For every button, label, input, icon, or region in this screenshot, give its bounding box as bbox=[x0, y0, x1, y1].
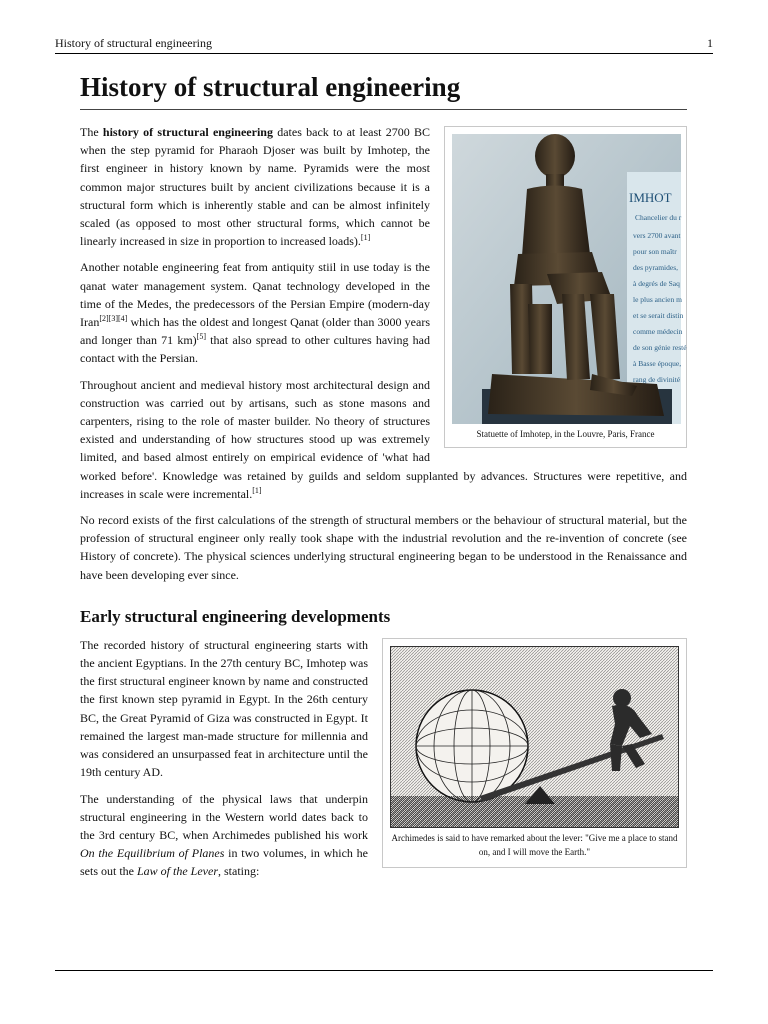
page-number: 1 bbox=[707, 36, 713, 50]
running-header bbox=[55, 36, 713, 54]
paragraph: Throughout ancient and medieval history most architectural design and construction was carried out by artisans, such as stone masons and carpenters, rising to the role of master builder. No theory of structures existed and understanding of how structures stood up was extremely limited, and based almost entirely on empirical evidence of 'what had worked before'. Knowledge was retained by guilds and seldom supplanted by advances. Structures were repetitive, and increases in scale were incremental.[1] bbox=[80, 377, 687, 501]
sign-line: rang de divinité bbox=[633, 375, 681, 384]
archimedes-lever-image bbox=[390, 646, 679, 828]
footer-rule bbox=[55, 970, 713, 971]
citation-link[interactable]: [5] bbox=[196, 332, 206, 342]
sign-line: à Basse époque, bbox=[633, 359, 682, 368]
sign-line: Chancelier du r bbox=[635, 213, 682, 222]
paragraph: No record exists of the first calculations of the strength of structural members or the behaviour of structural material, but the profession of structural engineer only really took shape with the industrial revolution and the re-invention of concrete (see History of concrete). The physical sciences underlying structural engineering began to be understood in the Renaissance and have been developing ever since. bbox=[80, 513, 687, 582]
sign-line: IMHOT bbox=[629, 190, 672, 205]
sign-line: le plus ancien m bbox=[633, 295, 682, 304]
imhotep-statuette-image bbox=[452, 134, 687, 424]
sign-line: et se serait distin bbox=[633, 311, 684, 320]
section-heading: Early structural engineering developments bbox=[80, 606, 391, 626]
running-title: History of structural engineering bbox=[55, 36, 212, 50]
paragraph: Another notable engineering feat from antiquity stiil in use today is the qanat water management system. Qanat technology developed in the time of the Medes, the predecessors of the Persian Empire (modern-day Iran[2][3][4] which has the oldest and longest Qanat (older than 3000 years and longer than 71 km)[5] that also spread to other cultures having had contact with the Persian. bbox=[80, 260, 430, 366]
article-body bbox=[80, 123, 687, 889]
italic-term: Law of the Lever bbox=[137, 864, 218, 879]
sign-line: à degrés de Saq bbox=[633, 279, 680, 288]
citation-link[interactable]: [2][3][4] bbox=[99, 314, 128, 324]
sign-line: vers 2700 avant bbox=[633, 231, 681, 240]
sign-line: de son génie resté bbox=[633, 343, 687, 352]
archimedes-figure bbox=[382, 638, 687, 868]
imhotep-figure bbox=[444, 126, 687, 448]
paragraph: The understanding of the physical laws that underpin structural engineering in the Western world dates back to the 3rd century BC, when Archimedes published his work On the Equilibrium of Planes in two volumes, in which he sets out the Law of the Lever, stating: bbox=[80, 791, 369, 879]
paragraph: The history of structural engineering dates back to at least 2700 BC when the step pyramid for Pharaoh Djoser was built by Imhotep, the first engineer in history known by name. Pyramids were the most common major structures built by ancient civilizations because it is a structural form which is inherently stable and can be almost infinitely scaled (as opposed to most other structural forms, which cannot be linearly increased in size in proportion to increased loads).[1] bbox=[80, 125, 430, 249]
bold-term: history of structural engineering bbox=[102, 125, 273, 139]
sign-line: pour son maîtr bbox=[633, 247, 677, 256]
sign-line: des pyramides, bbox=[633, 263, 678, 272]
italic-title: On the Equilibrium of Planes bbox=[80, 846, 225, 861]
page-title: History of structural engineering bbox=[80, 72, 687, 110]
paragraph: The recorded history of structural engineering starts with the ancient Egyptians. In the 27th century BC, Imhotep was the first structural engineer known by name and constructed the first known step pyramid in Egypt. In the 26th century BC, the Great Pyramid of Giza was constructed in Egypt. It remained the largest man-made structure for millennia and was considered an unsurpassed feat in architecture until the 19th century AD. bbox=[80, 637, 368, 780]
earth-globe bbox=[416, 690, 528, 802]
sign-line: comme médecin bbox=[633, 327, 683, 336]
figure1-caption: Statuette of Imhotep, in the Louvre, Paris, France bbox=[476, 429, 655, 439]
figure2-caption: Archimedes is said to have remarked about the lever: "Give me a place to stand on, and I will move the Earth." bbox=[391, 832, 678, 857]
citation-link[interactable]: [1] bbox=[360, 233, 371, 243]
citation-link[interactable]: [1] bbox=[252, 485, 262, 495]
